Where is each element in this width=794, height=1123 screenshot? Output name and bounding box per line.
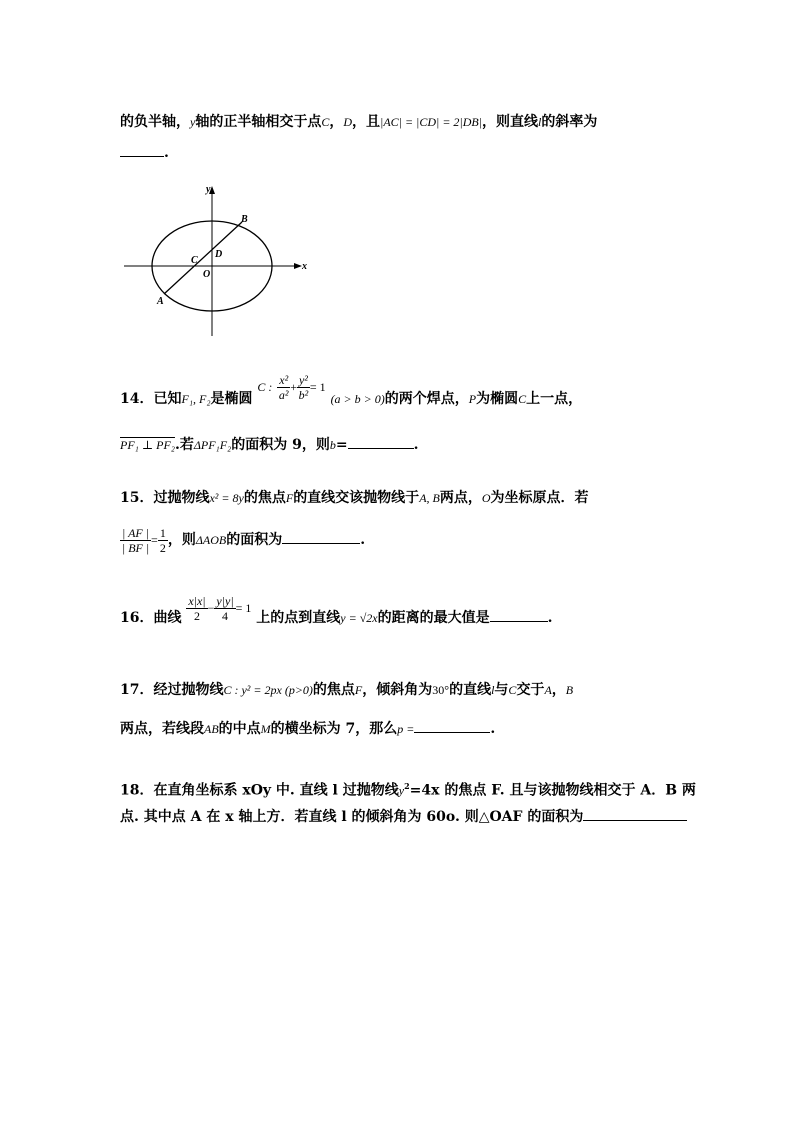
q17-text-4: 与 (494, 682, 509, 698)
q17-line-1 (120, 680, 573, 700)
math-y: y (398, 783, 405, 798)
intro-text-1: 的负半轴， (120, 114, 190, 130)
q15-line-2 (120, 522, 365, 558)
fraction-x2-a2 (277, 373, 290, 402)
equals-sign: = (151, 533, 158, 547)
answer-blank-14[interactable] (348, 434, 414, 449)
math-F1F2: F₁, F₂ (181, 392, 211, 406)
intro-text-2: 轴的正半轴相交于点 (195, 114, 322, 130)
x-axis-arrow (294, 263, 302, 269)
q18-line-2 (120, 806, 687, 827)
q16-text-1: 上的点到直线 (256, 610, 341, 626)
q17-number: 17．经过抛物线 (120, 682, 224, 698)
q18-text-3: 点. 其中点 A 在 x 轴上方．若直线 l 的倾斜角为 60o. 则△OAF 的面积为 (120, 809, 584, 825)
q15-line-1 (120, 488, 589, 508)
q18-text-1: 18．在直角坐标系 xOy 中. 直线 l 过抛物线 (120, 782, 399, 799)
q17-text-7: 两点，若线段 (120, 721, 204, 737)
q14-text-3: 为椭圆 (476, 391, 519, 407)
q16-line (120, 593, 553, 636)
math-P: P (468, 392, 477, 406)
math-perpendicular-vectors: PF₁ ⊥ PF₂ (120, 438, 175, 452)
q15-text-3: 两点， (439, 490, 482, 506)
answer-blank-15[interactable] (282, 529, 360, 544)
math-F: F (285, 491, 294, 505)
q14-line-2 (120, 434, 418, 455)
math-l: l (491, 683, 495, 697)
q17-text-1: 的焦点 (312, 682, 355, 698)
intro-text-5: ，则直线 (482, 114, 539, 130)
answer-blank-16[interactable] (490, 607, 548, 622)
label-B: B (241, 214, 248, 225)
frac-num: y|y| (216, 593, 234, 608)
frac-num: y² (298, 372, 308, 387)
intro-line-2 (120, 142, 169, 163)
q14-text-6: 的面积为 9，则 (231, 437, 330, 453)
q17-text-6: ， (551, 682, 566, 698)
frac-den: | BF | (121, 540, 150, 555)
q16-text-2: 的距离的最大值是 (377, 610, 490, 626)
minus-sign: − (207, 601, 215, 615)
math-B: B (565, 683, 574, 697)
q18-line-1 (120, 776, 696, 801)
q17-end: . (490, 721, 496, 737)
frac-num: 1 (159, 525, 166, 540)
math-y: y (190, 115, 196, 129)
math-angle-30: 30° (432, 683, 450, 697)
math-p-equals: p = (397, 722, 415, 736)
q16-curve-equation (186, 590, 251, 626)
q15-end: . (360, 532, 366, 548)
math-A: A (544, 683, 552, 697)
q14-number: 14．已知 (120, 391, 182, 407)
frac-den: b² (298, 387, 309, 402)
q14-text-4: 上一点， (526, 391, 583, 407)
answer-blank-13[interactable] (120, 142, 164, 157)
fraction-one-half (158, 526, 168, 555)
label-x: x (302, 261, 307, 272)
math-condition: |AC| = |CD| = 2|DB| (380, 115, 483, 129)
q17-text-3: 的直线 (449, 682, 492, 698)
answer-blank-17[interactable] (414, 718, 490, 733)
math-b: b (329, 438, 336, 452)
frac-den: 4 (222, 608, 229, 623)
math-triangle-AOB: ΔAOB (195, 533, 227, 547)
q17-text-9: 的横坐标为 7，那么 (270, 721, 398, 737)
math-AB: AB (204, 722, 219, 736)
fraction-y2-b2 (297, 373, 310, 402)
math-triangle-PF1F2: ΔPF₁F₂ (193, 438, 232, 452)
frac-den: 2 (159, 540, 166, 555)
math-D: D (343, 115, 353, 129)
math-C-label: C : (257, 380, 273, 394)
q15-text-5: ，则 (167, 532, 196, 548)
math-C2: C (518, 392, 527, 406)
plus-sign: + (290, 380, 297, 394)
q14-text-1: 是椭圆 (210, 391, 253, 407)
superscript-2: 2 (404, 781, 410, 791)
intro-text-3: ， (329, 114, 344, 130)
math-C: C (321, 115, 330, 129)
q16-end: . (547, 610, 553, 626)
fraction-x-abs-x (186, 594, 207, 623)
equals-one: = 1 (235, 601, 252, 615)
q17-text-2: ，倾斜角为 (362, 682, 433, 698)
math-condition-ab: (a > b > 0) (330, 392, 385, 406)
math-F: F (354, 683, 363, 697)
q17-text-8: 的中点 (218, 721, 261, 737)
label-C: C (191, 255, 198, 266)
q14-end: . (413, 437, 419, 453)
q15-text-1: 的焦点 (243, 490, 286, 506)
ellipse-figure (118, 180, 318, 340)
math-line-y-sqrt2x: y = √2x (340, 611, 378, 625)
line-l (164, 222, 242, 294)
equals-one: = 1 (309, 380, 326, 394)
frac-num: x|x| (188, 593, 206, 608)
math-l: l (538, 115, 542, 129)
q14-equals: = (335, 437, 348, 453)
intro-text-4: ，且 (352, 114, 381, 130)
frac-num: x² (279, 372, 289, 387)
q14-text-2: 的两个焊点， (384, 391, 469, 407)
q14-text-5: .若 (174, 437, 194, 453)
q17-line-2 (120, 718, 495, 739)
math-M: M (260, 722, 271, 736)
math-C: C (508, 683, 517, 697)
math-parabola-C: C : y² = 2px (p>0) (223, 683, 313, 697)
q14-ellipse-equation (257, 370, 325, 404)
q15-number: 15．过抛物线 (120, 490, 210, 506)
q18-text-2: =4x 的焦点 F. 且与该抛物线相交于 A．B 两 (409, 782, 696, 799)
frac-den: a² (278, 387, 289, 402)
label-A: A (157, 296, 164, 307)
frac-num: | AF | (122, 525, 150, 540)
label-D: D (215, 249, 223, 260)
math-O: O (481, 491, 491, 505)
intro-end: . (164, 145, 169, 161)
q15-text-2: 的直线交该抛物线于 (293, 490, 420, 506)
q15-text-6: 的面积为 (226, 532, 283, 548)
math-parabola-x2-8y: x² = 8y (209, 491, 244, 505)
intro-line-1 (120, 112, 597, 132)
q14-line-1 (120, 372, 583, 416)
math-A-B: A, B (419, 491, 440, 505)
q17-text-5: 交于 (516, 682, 545, 698)
q15-text-4: 为坐标原点．若 (490, 490, 589, 506)
answer-blank-18[interactable] (583, 806, 687, 821)
frac-den: 2 (193, 608, 200, 623)
label-O: O (203, 269, 211, 280)
fraction-AF-BF (120, 526, 151, 555)
intro-text-6: 的斜率为 (541, 114, 598, 130)
fraction-y-abs-y (214, 594, 235, 623)
q16-number: 16．曲线 (120, 610, 182, 626)
label-y: y (206, 184, 211, 195)
